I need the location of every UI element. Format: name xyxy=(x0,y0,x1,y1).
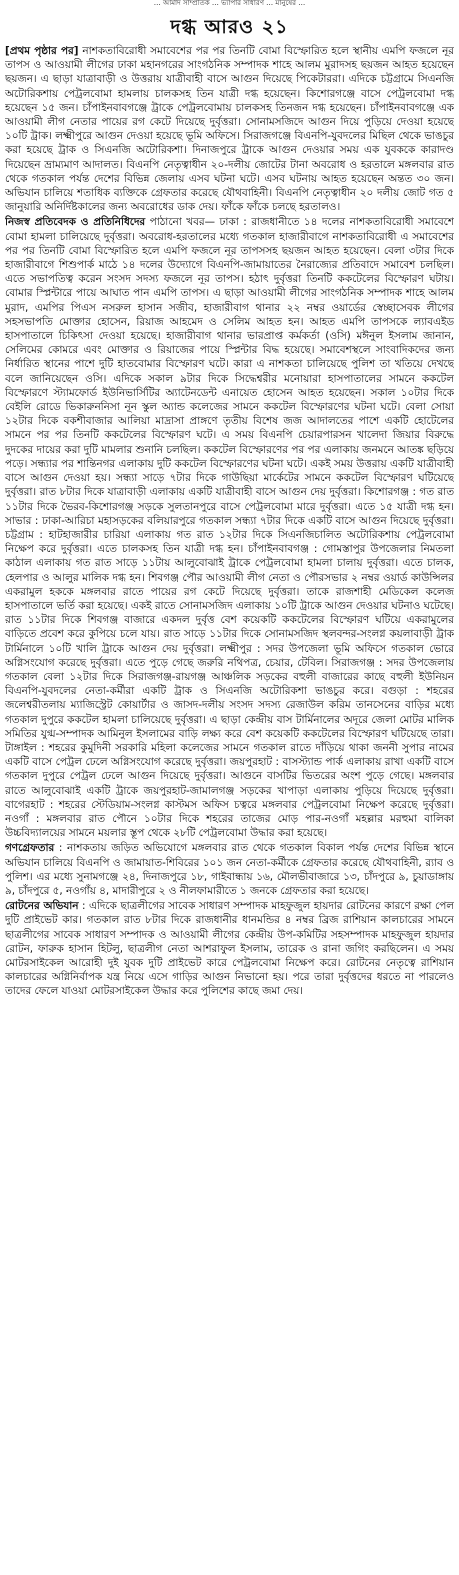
paragraph-1-lead: [প্রথম পৃষ্ঠার পর] xyxy=(5,45,79,57)
paragraph-4-text: : এদিকে ছাত্রলীগের সাবেক সাধারণ সম্পাদক মাহফুজুল হায়দার রোটনের কারণে রক্ষা পেল দুটি প্রাইভেট কার। গতকাল রাত ৮টার দিকে রাজধানীর ধানমন্ডির ৪ নম্বর ব্রিজ রাশিয়ান কালচারের সামনে ছাত্রলীগের সাবেক সাধারণ সম্পাদক ও আওয়ামী লীগের কেন্দ্রীয় উপ-কমিটির সহসম্পাদক মাহফুজুল হায়দার রোটন, ফারুক হাসান হিটলু, ছাত্রলীগ নেতা আশরাফুল ইসলাম, তারেক ও রানা জগিং করছিলেন। এ সময় মোটরসাইকেল আরোহী দুই যুবক দুটি প্রাইভেট কারে পেট্রলবোমা নিক্ষেপ করে। রোটনের নেতৃত্বে রাশিয়ান কালচারের অগ্নিনির্বাপক যন্ত্র নিয়ে এসে গাড়ির আগুন নিভানো হয়। পরে তারা দুর্বৃত্তদের ধরতে না পারলেও তাদের ফেলে যাওয়া মোটরসাইকেল উদ্ধার করে পুলিশের কাছে জমা দেয়। xyxy=(5,900,454,998)
paragraph-1 xyxy=(5,44,454,214)
article-body xyxy=(5,44,454,1572)
paragraph-3 xyxy=(5,841,454,898)
paragraph-2 xyxy=(5,215,454,840)
top-fragment: … আর্মাদ সাম্প্রতিক … ভ্যাপার সাধারণ … মানুষের … xyxy=(153,0,306,7)
headline: দগ্ধ আরও ২১ xyxy=(170,16,289,38)
paragraph-1-text: নাশকতাবিরোধী সমাবেশের পর পর তিনটি বোমা বিস্ফোরিত হলে স্থানীয় এমপি ফজলে নূর তাপস ও আওয়ামী লীগের ঢাকা মহানগরের সাংগঠনিক সম্পাদক শাহে আলম মুরাদসহ ছয়জন আহত হয়েছেন ছয়জন। এ ছাড়া যাত্রাবাড়ী ও উত্তরায় যাত্রীবাহী বাসে আগুন দিয়েছে পিকেটাররা। এদিকে চট্টগ্রামে সিএনজি অটোরিকশায় পেট্রলবোমা হামলায় চালকসহ তিন যাত্রী দগ্ধ হয়েছেন। কিশোরগঞ্জে বাসে পেট্রলবোমা দগ্ধ হয়েছেন ১৫ জন। চাঁপাইনবাবগঞ্জে ট্রাকে পেট্রলবোমায় চালকসহ তিনজন দগ্ধ হয়েছেন। চাঁপাইনবাবগঞ্জে এক আওয়ামী লীগ নেতার পায়ের রগ কেটে দিয়েছে দুর্বৃত্তরা। সোনামসজিদে আগুন দিয়ে পুড়িয়ে দেওয়া হয়েছে ১০টি ট্রাক। লক্ষ্মীপুরে আগুন দেওয়া হয়েছে ভূমি অফিসে। সিরাজগঞ্জে বিএনপি-যুবদলের মিছিল থেকে ভাঙচুর করা হয়েছে ট্রাক ও সিএনজি অটোরিকশা। দিনাজপুরে ট্রাকে আগুন দেওয়ার সময় এক যুবককে কারাদণ্ড দিয়েছেন ভ্রাম্যমাণ আদালত। বিএনপি নেতৃত্বাধীন ২০-দলীয় জোটের টানা অবরোধ ও হরতালে মঙ্গলবার রাত থেকে গতকাল পর্যন্ত দেশের বিভিন্ন জেলায় এসব ঘটনা ঘটে। এসব ঘটনায় আহত হয়েছেন অন্তত ৩০ জন। অভিযান চালিয়ে শতাধিক ব্যক্তিকে গ্রেফতার করেছে যৌথবাহিনী। বিএনপি নেতৃত্বাধীন ২০ দলীয় জোট গত ৫ জানুয়ারি অনির্দিষ্টকালের জন্য অবরোধের ডাক দেয়। ফাঁকে ফাঁকে চলছে হরতালও। xyxy=(5,45,454,214)
paragraph-2-lead: নিজস্ব প্রতিবেদক ও প্রতিনিধিদের xyxy=(5,216,146,229)
paragraph-3-lead: গণগ্রেফতার xyxy=(5,842,55,855)
paragraph-4 xyxy=(5,899,454,998)
paragraph-2-text: পাঠানো খবর— ঢাকা : রাজধানীতে ১৪ দলের নাশকতাবিরোধী সমাবেশে বোমা হামলা চালিয়েছে দুর্বৃত্তরা। অবরোধ-হরতালের মধ্যে গতকাল হাজারীবাগে নাশকতাবিরোধী এ সমাবেশের পর পর তিনটি বোমা বিস্ফোরিত হলে এমপি ফজলে নূর তাপসসহ ছয়জন আহত হয়েছেন। বেলা ৩টার দিকে হাজারীবাগে শিশুপার্ক মাঠে ১৪ দলের উদ্যোগে বিএনপি-জামায়াতের নৈরাজ্যের প্রতিবাদে সমাবেশ চলছিল। এতে সভাপতিত্ব করেন সংসদ সদস্য ফজলে নূর তাপস। হঠাৎ দুর্বৃত্তরা তিনটি ককটেলের বিস্ফোরণ ঘটায়। বোমার স্প্লিন্টারে পায়ে আঘাত পান এমপি তাপস। এ ছাড়া আওয়ামী লীগের সাংগঠনিক সম্পাদক শাহে আলম মুরাদ, এমপির পিএস নসরুল হাসান সজীব, হাজারীবাগ থানার ২২ নম্বর ওয়ার্ডের স্বেচ্ছাসেবক লীগের সহসভাপতি মোক্তার হোসেন, রিয়াজ আহমেদ ও সেলিম আহত হন। আহত এমপি তাপসকে ল্যাবএইড হাসপাতালে চিকিৎসা দেওয়া হয়েছে। হাজারীবাগ থানার ভারপ্রাপ্ত কর্মকর্তা (ওসি) মঈনুল ইসলাম জানান, সেলিমের কোমরে এবং মোক্তার ও রিয়াজের পায়ে স্প্লিন্টার বিদ্ধ হয়েছে। সমাবেশস্থলে সাংবাদিকদের জন্য নির্ধারিত স্থানের পাশে দুটি হাতবোমার বিস্ফোরণ ঘটে। কারা এ নাশকতা চালিয়েছে পুলিশ তা খতিয়ে দেখছে বলে জানিয়েছেন ওসি। এদিকে সকাল ৯টার দিকে সিদ্ধেশ্বরীর মনোয়ারা হাসপাতালের সামনে ককটেল বিস্ফোরণে স্ট্যামফোর্ড ইউনিভার্সিটির অ্যাটেনডেন্ট এনায়েত হোসেন আহত হয়েছেন। সকাল ১০টার দিকে বেইলি রোডে ভিকারুননিসা নূন স্কুল অ্যান্ড কলেজের সামনে ককটেল বিস্ফোরণের ঘটনা ঘটে। বেলা সোয়া ১২টার দিকে বকশীবাজার আলিয়া মাদ্রাসা প্রাঙ্গণে তৃতীয় বিশেষ জজ আদালতের পাশে একটি হোটেলের সামনে পর পর তিনটি ককটেলের বিস্ফোরণ ঘটে। এ সময় বিএনপি চেয়ারপারসন খালেদা জিয়ার বিরুদ্ধে দুদকের দায়ের করা দুটি মামলার শুনানি চলছিল। ককটেল বিস্ফোরণের পর পর এলাকায় জনমনে আতঙ্ক ছড়িয়ে পড়ে। সন্ধ্যার পর শান্তিনগর এলাকায় দুটি ককটেল বিস্ফোরণের ঘটনা ঘটে। একই সময় উত্তরায় একটি যাত্রীবাহী বাসে আগুন দেওয়া হয়। সন্ধ্যা সাড়ে ৭টার দিকে গাউছিয়া মার্কেটের সামনে ককটেল বিস্ফোরণ ঘটিয়েছে দুর্বৃত্তরা। রাত ৮টার দিকে যাত্রাবাড়ী এলাকায় একটি যাত্রীবাহী বাসে আগুন দেয় দুর্বৃত্তরা। কিশোরগঞ্জ : গত রাত ১১টার দিকে ভৈরব-কিশোরগঞ্জ সড়কে সুলতানপুরে বাসে পেট্রলবোমা মারে দুর্বৃত্তরা। এতে ১৫ যাত্রী দগ্ধ হন। সাভার : ঢাকা-আরিচা মহাসড়কের বলিয়ারপুরে গতকাল সন্ধ্যা ৭টার দিকে একটি বাসে আগুন দিয়েছে দুর্বৃত্তরা। চট্টগ্রাম : হাটহাজারীর চারিয়া এলাকায় গত রাত ১২টার দিকে সিএনজিচালিত অটোরিকশায় পেট্রলবোমা নিক্ষেপ করে দুর্বৃত্তরা। এতে চালকসহ তিন যাত্রী দগ্ধ হন। চাঁপাইনবাবগঞ্জ : গোমস্তাপুর উপজেলার নিমতলা কাঠাল এলাকায় গত রাত সাড়ে ১১টায় আলুবোঝাই ট্রাকে পেট্রলবোমা হামলা চালায় দুর্বৃত্তরা। এতে চালক, হেলপার ও আলুর মালিক দগ্ধ হন। শিবগঞ্জ পৌর আওয়ামী লীগ নেতা ও পৌরসভার ২ নম্বর ওয়ার্ড কাউন্সিলর একরামুল হককে মঙ্গলবার রাতে পায়ের রগ কেটে দিয়েছে দুর্বৃত্তরা। তাকে রাজশাহী মেডিকেল কলেজ হাসপাতালে ভর্তি করা হয়েছে। একই রাতে সোনামসজিদ এলাকায় ১০টি ট্রাকে আগুন দেওয়ার ঘটনাও ঘটেছে। রাত ১১টার দিকে শিবগঞ্জ বাজারে একদল দুর্বৃত্ত বেশ কয়েকটি ককটেলের বিস্ফোরণ ঘটিয়ে একরামুলের বাড়িতে প্রবেশ করে কুপিয়ে চলে যায়। রাত সাড়ে ১১টার দিকে সোনামসজিদ স্থলবন্দর-সংলগ্ন কয়লাবাড়ী ট্রাক টার্মিনালে ১০টি খালি ট্রাকে আগুন দেয় দুর্বৃত্তরা। লক্ষ্মীপুর : সদর উপজেলা ভূমি অফিসে গতকাল ভোরে অগ্নিসংযোগ করেছে দুর্বৃত্তরা। এতে পুড়ে গেছে জরুরি নথিপত্র, চেয়ার, টেবিল। সিরাজগঞ্জ : সদর উপজেলায় গতকাল বেলা ১২টার দিকে সিরাজগঞ্জ-রায়গঞ্জ আঞ্চলিক সড়কের বহুলী বাজারের কাছে বহুলী ইউনিয়ন বিএনপি-যুবদলের নেতা-কর্মীরা একটি ট্রাক ও সিএনজি অটোরিকশা ভাঙচুর করে। বগুড়া : শহরের জলেশ্বরীতলায় ম্যাজিস্ট্রেট কোয়ার্টার ও জাসদ-দলীয় সংসদ সদস্য রেজাউল করিম তানসেনের বাড়ির মধ্যে গতকাল দুপুরে ককটেল হামলা চালিয়েছে দুর্বৃত্তরা। এ ছাড়া কেন্দ্রীয় বাস টার্মিনালের অদূরে জেলা মোটর মালিক সমিতির যুগ্ম-সম্পাদক আমিনুল ইসলামের বাড়ি লক্ষ্য করে বেশ কয়েকটি ককটেলের বিস্ফোরণ ঘটিয়েছে তারা। টাঙ্গাইল : শহরের কুমুদিনী সরকারি মহিলা কলেজের সামনে গতকাল রাতে দাঁড়িয়ে থাকা জননী সুপার নামের একটি বাসে পেট্রল ঢেলে অগ্নিসংযোগ করেছে দুর্বৃত্তরা। জয়পুরহাট : বাসস্ট্যান্ড পার্ক এলাকায় রাখা একটি বাসে গতকাল দুপুরে পেট্রল ঢেলে আগুন দিয়েছে দুর্বৃত্তরা। আগুনে বাসটির ভিতরের অংশ পুড়ে গেছে। মঙ্গলবার রাতে আলুবোঝাই একটি ট্রাকে জয়পুরহাট-জামালগঞ্জ সড়কের খাপাড়া এলাকায় পুড়িয়ে দিয়েছে দুর্বৃত্তরা। বাগেরহাট : শহরের স্টেডিয়াম-সংলগ্ন কাস্টমস অফিস চত্বরে মঙ্গলবার পেট্রলবোমা নিক্ষেপ করেছে দুর্বৃত্তরা। নওগাঁ : মঙ্গলবার রাত পৌনে ১০টার দিকে শহরের তাজের মোড় পার-নওগাঁ মহল্লার মরহুমা বালিকা উচ্চবিদ্যালয়ের সামনে ময়লার স্তূপ থেকে ২৮টি পেট্রলবোমা উদ্ধার করা হয়েছে। xyxy=(5,216,454,840)
paragraph-4-lead: রোটনের অভিযান xyxy=(5,900,79,913)
paragraph-3-text: : নাশকতায় জড়িত অভিযোগে মঙ্গলবার রাত থেকে গতকাল বিকাল পর্যন্ত দেশের বিভিন্ন স্থানে অভিযান চালিয়ে বিএনপি ও জামায়াত-শিবিরের ১০১ জন নেতা-কর্মীকে গ্রেফতার করেছে যৌথবাহিনী, র‍্যাব ও পুলিশ। এর মধ্যে সুনামগঞ্জে ২৪, দিনাজপুরে ১৮, গাইবান্ধায় ১৬, মৌলভীবাজারে ১৩, চাঁদপুরে ৯, চুয়াডাঙ্গায় ৯, চাঁদপুরে ৫, নওগাঁয় ৪, মাদারীপুরে ২ ও নীলফামারীতে ১ জনকে গ্রেফতার করা হয়েছে। xyxy=(5,842,454,897)
